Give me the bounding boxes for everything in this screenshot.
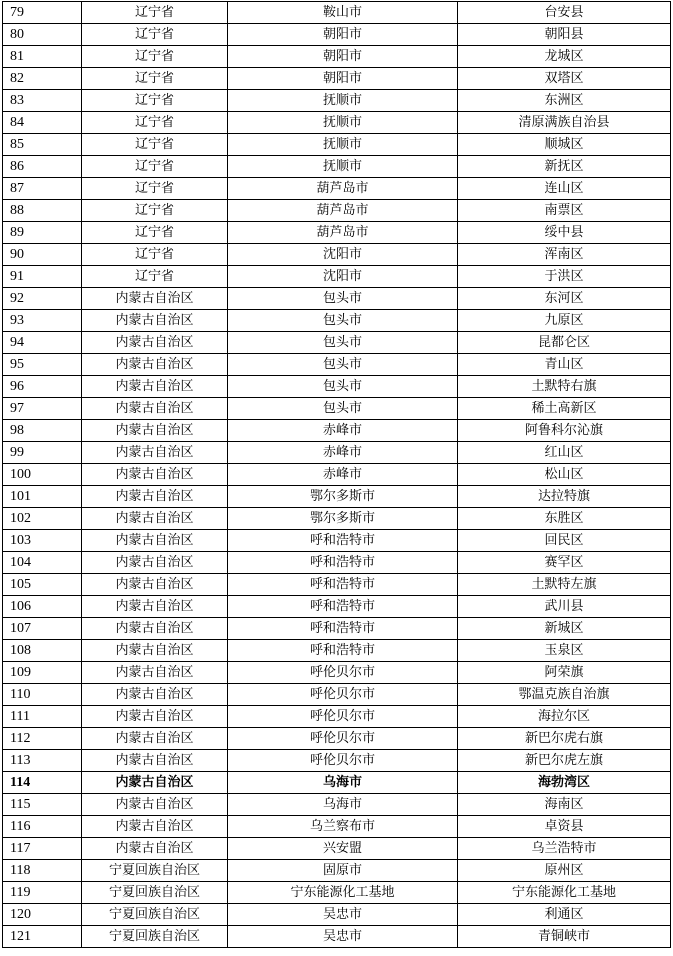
province-cell: 内蒙古自治区: [82, 640, 228, 662]
row-number-cell: 119: [3, 882, 82, 904]
city-cell: 包头市: [228, 332, 458, 354]
city-cell: 朝阳市: [228, 46, 458, 68]
row-number-cell: 98: [3, 420, 82, 442]
table-row: [3, 134, 671, 156]
province-cell: 宁夏回族自治区: [82, 904, 228, 926]
table-row: [3, 662, 671, 684]
city-cell: 呼和浩特市: [228, 640, 458, 662]
district-cell: 浑南区: [458, 244, 671, 266]
province-cell: 辽宁省: [82, 134, 228, 156]
province-cell: 辽宁省: [82, 200, 228, 222]
city-cell: 呼伦贝尔市: [228, 684, 458, 706]
province-cell: 辽宁省: [82, 24, 228, 46]
table-row: [3, 926, 671, 948]
table-row: [3, 486, 671, 508]
region-table: [2, 1, 671, 948]
district-cell: 达拉特旗: [458, 486, 671, 508]
row-number-cell: 108: [3, 640, 82, 662]
district-cell: 原州区: [458, 860, 671, 882]
province-cell: 辽宁省: [82, 2, 228, 24]
district-cell: 青铜峡市: [458, 926, 671, 948]
province-cell: 辽宁省: [82, 46, 228, 68]
city-cell: 乌兰察布市: [228, 816, 458, 838]
province-cell: 内蒙古自治区: [82, 332, 228, 354]
city-cell: 固原市: [228, 860, 458, 882]
row-number-cell: 117: [3, 838, 82, 860]
city-cell: 包头市: [228, 354, 458, 376]
row-number-cell: 93: [3, 310, 82, 332]
row-number-cell: 112: [3, 728, 82, 750]
row-number-cell: 86: [3, 156, 82, 178]
table-row: [3, 464, 671, 486]
district-cell: 台安县: [458, 2, 671, 24]
province-cell: 辽宁省: [82, 178, 228, 200]
city-cell: 呼伦贝尔市: [228, 706, 458, 728]
district-cell: 东河区: [458, 288, 671, 310]
table-row: [3, 2, 671, 24]
district-cell: 龙城区: [458, 46, 671, 68]
table-row: [3, 24, 671, 46]
city-cell: 赤峰市: [228, 464, 458, 486]
table-row: [3, 354, 671, 376]
district-cell: 利通区: [458, 904, 671, 926]
district-cell: 连山区: [458, 178, 671, 200]
city-cell: 呼伦贝尔市: [228, 728, 458, 750]
table-row: [3, 794, 671, 816]
district-cell: 昆都仑区: [458, 332, 671, 354]
city-cell: 抚顺市: [228, 112, 458, 134]
row-number-cell: 97: [3, 398, 82, 420]
district-cell: 土默特右旗: [458, 376, 671, 398]
province-cell: 内蒙古自治区: [82, 310, 228, 332]
province-cell: 内蒙古自治区: [82, 728, 228, 750]
district-cell: 卓资县: [458, 816, 671, 838]
table-row: [3, 640, 671, 662]
district-cell: 九原区: [458, 310, 671, 332]
city-cell: 呼和浩特市: [228, 574, 458, 596]
row-number-cell: 81: [3, 46, 82, 68]
province-cell: 内蒙古自治区: [82, 618, 228, 640]
city-cell: 吴忠市: [228, 904, 458, 926]
province-cell: 内蒙古自治区: [82, 464, 228, 486]
district-cell: 红山区: [458, 442, 671, 464]
district-cell: 南票区: [458, 200, 671, 222]
row-number-cell: 106: [3, 596, 82, 618]
row-number-cell: 103: [3, 530, 82, 552]
table-row: [3, 508, 671, 530]
table-row: [3, 332, 671, 354]
district-cell: 朝阳县: [458, 24, 671, 46]
row-number-cell: 109: [3, 662, 82, 684]
district-cell: 海勃湾区: [458, 772, 671, 794]
row-number-cell: 121: [3, 926, 82, 948]
table-row: [3, 772, 671, 794]
row-number-cell: 110: [3, 684, 82, 706]
province-cell: 辽宁省: [82, 156, 228, 178]
city-cell: 抚顺市: [228, 134, 458, 156]
table-row: [3, 728, 671, 750]
province-cell: 宁夏回族自治区: [82, 882, 228, 904]
table-row: [3, 442, 671, 464]
district-cell: 乌兰浩特市: [458, 838, 671, 860]
row-number-cell: 96: [3, 376, 82, 398]
city-cell: 朝阳市: [228, 24, 458, 46]
table-row: [3, 156, 671, 178]
province-cell: 内蒙古自治区: [82, 596, 228, 618]
table-row: [3, 552, 671, 574]
row-number-cell: 88: [3, 200, 82, 222]
row-number-cell: 84: [3, 112, 82, 134]
province-cell: 辽宁省: [82, 244, 228, 266]
table-row: [3, 882, 671, 904]
table-row: [3, 90, 671, 112]
city-cell: 鄂尔多斯市: [228, 486, 458, 508]
district-cell: 海南区: [458, 794, 671, 816]
province-cell: 辽宁省: [82, 266, 228, 288]
city-cell: 抚顺市: [228, 90, 458, 112]
province-cell: 内蒙古自治区: [82, 750, 228, 772]
table-row: [3, 68, 671, 90]
province-cell: 宁夏回族自治区: [82, 860, 228, 882]
city-cell: 沈阳市: [228, 244, 458, 266]
row-number-cell: 101: [3, 486, 82, 508]
table-row: [3, 530, 671, 552]
table-row: [3, 904, 671, 926]
row-number-cell: 105: [3, 574, 82, 596]
city-cell: 呼和浩特市: [228, 596, 458, 618]
table-row: [3, 420, 671, 442]
province-cell: 内蒙古自治区: [82, 442, 228, 464]
row-number-cell: 113: [3, 750, 82, 772]
row-number-cell: 94: [3, 332, 82, 354]
city-cell: 抚顺市: [228, 156, 458, 178]
row-number-cell: 89: [3, 222, 82, 244]
district-cell: 东胜区: [458, 508, 671, 530]
city-cell: 乌海市: [228, 794, 458, 816]
province-cell: 内蒙古自治区: [82, 486, 228, 508]
district-cell: 新抚区: [458, 156, 671, 178]
province-cell: 内蒙古自治区: [82, 508, 228, 530]
row-number-cell: 111: [3, 706, 82, 728]
city-cell: 葫芦岛市: [228, 200, 458, 222]
district-cell: 土默特左旗: [458, 574, 671, 596]
table-row: [3, 112, 671, 134]
province-cell: 辽宁省: [82, 222, 228, 244]
row-number-cell: 83: [3, 90, 82, 112]
table-row: [3, 222, 671, 244]
city-cell: 包头市: [228, 310, 458, 332]
city-cell: 葫芦岛市: [228, 222, 458, 244]
table-row: [3, 750, 671, 772]
city-cell: 包头市: [228, 398, 458, 420]
table-row: [3, 618, 671, 640]
table-row: [3, 288, 671, 310]
table-row: [3, 178, 671, 200]
province-cell: 内蒙古自治区: [82, 376, 228, 398]
district-cell: 稀土高新区: [458, 398, 671, 420]
table-row: [3, 244, 671, 266]
province-cell: 辽宁省: [82, 90, 228, 112]
district-cell: 海拉尔区: [458, 706, 671, 728]
province-cell: 内蒙古自治区: [82, 574, 228, 596]
city-cell: 呼伦贝尔市: [228, 662, 458, 684]
province-cell: 辽宁省: [82, 68, 228, 90]
row-number-cell: 79: [3, 2, 82, 24]
row-number-cell: 102: [3, 508, 82, 530]
table-row: [3, 398, 671, 420]
province-cell: 宁夏回族自治区: [82, 926, 228, 948]
district-cell: 鄂温克族自治旗: [458, 684, 671, 706]
province-cell: 内蒙古自治区: [82, 662, 228, 684]
city-cell: 沈阳市: [228, 266, 458, 288]
district-cell: 宁东能源化工基地: [458, 882, 671, 904]
province-cell: 内蒙古自治区: [82, 794, 228, 816]
province-cell: 内蒙古自治区: [82, 398, 228, 420]
row-number-cell: 87: [3, 178, 82, 200]
row-number-cell: 82: [3, 68, 82, 90]
city-cell: 赤峰市: [228, 420, 458, 442]
district-cell: 东洲区: [458, 90, 671, 112]
city-cell: 宁东能源化工基地: [228, 882, 458, 904]
row-number-cell: 100: [3, 464, 82, 486]
district-cell: 阿荣旗: [458, 662, 671, 684]
district-cell: 松山区: [458, 464, 671, 486]
region-table-body: [3, 2, 671, 948]
district-cell: 武川县: [458, 596, 671, 618]
city-cell: 葫芦岛市: [228, 178, 458, 200]
row-number-cell: 107: [3, 618, 82, 640]
city-cell: 吴忠市: [228, 926, 458, 948]
province-cell: 内蒙古自治区: [82, 772, 228, 794]
province-cell: 内蒙古自治区: [82, 288, 228, 310]
province-cell: 内蒙古自治区: [82, 354, 228, 376]
row-number-cell: 120: [3, 904, 82, 926]
district-cell: 绥中县: [458, 222, 671, 244]
district-cell: 清原满族自治县: [458, 112, 671, 134]
district-cell: 新巴尔虎右旗: [458, 728, 671, 750]
table-row: [3, 574, 671, 596]
table-row: [3, 838, 671, 860]
province-cell: 辽宁省: [82, 112, 228, 134]
row-number-cell: 114: [3, 772, 82, 794]
city-cell: 呼伦贝尔市: [228, 750, 458, 772]
district-cell: 玉泉区: [458, 640, 671, 662]
province-cell: 内蒙古自治区: [82, 684, 228, 706]
table-row: [3, 46, 671, 68]
table-row: [3, 706, 671, 728]
district-cell: 青山区: [458, 354, 671, 376]
table-row: [3, 310, 671, 332]
city-cell: 乌海市: [228, 772, 458, 794]
district-cell: 阿鲁科尔沁旗: [458, 420, 671, 442]
city-cell: 赤峰市: [228, 442, 458, 464]
district-cell: 新城区: [458, 618, 671, 640]
row-number-cell: 116: [3, 816, 82, 838]
province-cell: 内蒙古自治区: [82, 838, 228, 860]
table-row: [3, 684, 671, 706]
city-cell: 包头市: [228, 288, 458, 310]
table-row: [3, 860, 671, 882]
row-number-cell: 92: [3, 288, 82, 310]
city-cell: 兴安盟: [228, 838, 458, 860]
district-cell: 回民区: [458, 530, 671, 552]
province-cell: 内蒙古自治区: [82, 706, 228, 728]
table-row: [3, 596, 671, 618]
district-cell: 于洪区: [458, 266, 671, 288]
row-number-cell: 118: [3, 860, 82, 882]
row-number-cell: 99: [3, 442, 82, 464]
district-cell: 顺城区: [458, 134, 671, 156]
table-row: [3, 266, 671, 288]
row-number-cell: 80: [3, 24, 82, 46]
province-cell: 内蒙古自治区: [82, 530, 228, 552]
province-cell: 内蒙古自治区: [82, 816, 228, 838]
province-cell: 内蒙古自治区: [82, 420, 228, 442]
row-number-cell: 95: [3, 354, 82, 376]
row-number-cell: 85: [3, 134, 82, 156]
city-cell: 呼和浩特市: [228, 552, 458, 574]
district-cell: 双塔区: [458, 68, 671, 90]
table-row: [3, 200, 671, 222]
city-cell: 朝阳市: [228, 68, 458, 90]
city-cell: 呼和浩特市: [228, 618, 458, 640]
city-cell: 包头市: [228, 376, 458, 398]
table-row: [3, 376, 671, 398]
city-cell: 鞍山市: [228, 2, 458, 24]
city-cell: 呼和浩特市: [228, 530, 458, 552]
row-number-cell: 91: [3, 266, 82, 288]
province-cell: 内蒙古自治区: [82, 552, 228, 574]
row-number-cell: 115: [3, 794, 82, 816]
city-cell: 鄂尔多斯市: [228, 508, 458, 530]
district-cell: 赛罕区: [458, 552, 671, 574]
row-number-cell: 104: [3, 552, 82, 574]
district-cell: 新巴尔虎左旗: [458, 750, 671, 772]
row-number-cell: 90: [3, 244, 82, 266]
table-row: [3, 816, 671, 838]
